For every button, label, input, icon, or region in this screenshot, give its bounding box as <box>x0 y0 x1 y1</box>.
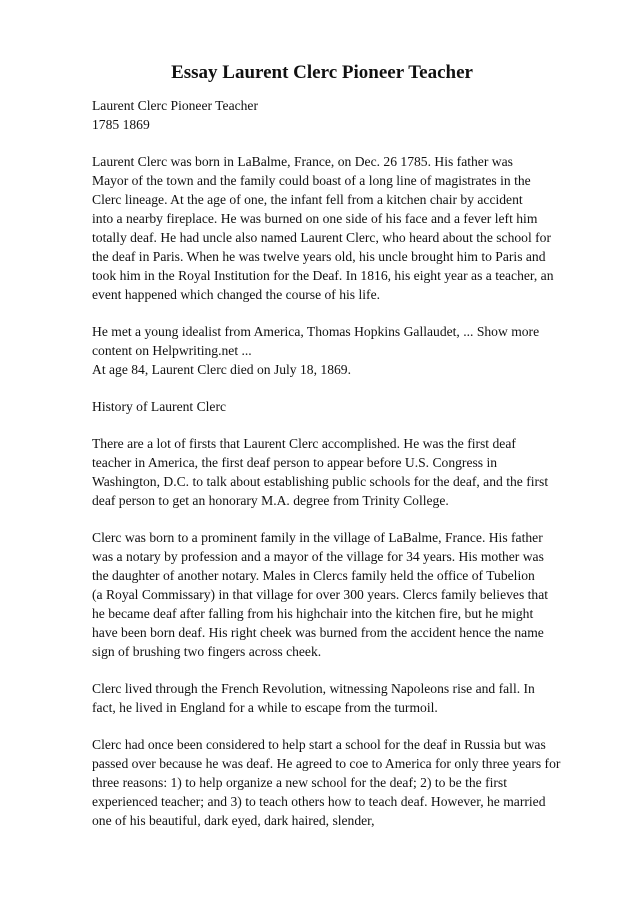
paragraph-death <box>92 360 598 379</box>
text-line: 1785 1869 <box>92 117 150 132</box>
text-line: into a nearby fireplace. He was burned on one side of his face and a fever left him <box>92 211 538 226</box>
text-line: Clerc lineage. At the age of one, the infant fell from a kitchen chair by accident <box>92 192 523 207</box>
text-line: Mayor of the town and the family could boast of a long line of magistrates in the <box>92 173 531 188</box>
text-line: took him in the Royal Institution for the Deaf. In 1816, his eight year as a teacher, an <box>92 268 554 283</box>
text-line: have been born deaf. His right cheek was burned from the accident hence the name <box>92 625 544 640</box>
text-line: deaf person to get an honorary M.A. degree from Trinity College. <box>92 493 449 508</box>
text-line: teacher in America, the first deaf person to appear before U.S. Congress in <box>92 455 498 470</box>
text-line: three reasons: 1) to help organize a new school for the deaf; 2) to be the first <box>92 775 507 790</box>
text-line: was a notary by profession and a mayor of the village for 34 years. His mother was <box>92 549 544 564</box>
text-line: At age 84, Laurent Clerc died on July 18, 1869. <box>92 362 351 377</box>
paragraph-revolution <box>92 679 598 717</box>
paragraph-family <box>92 528 598 661</box>
text-line: There are a lot of firsts that Laurent Clerc accomplished. He was the first deaf <box>92 436 516 451</box>
text-line: fact, he lived in England for a while to escape from the turmoil. <box>92 700 438 715</box>
text-line: experienced teacher; and 3) to teach others how to teach deaf. However, he married <box>92 794 546 809</box>
text-line: Laurent Clerc Pioneer Teacher <box>92 98 258 113</box>
text-line: Clerc lived through the French Revolution, witnessing Napoleons rise and fall. In <box>92 681 535 696</box>
paragraph-show-more <box>92 322 598 360</box>
paragraph-biography <box>92 152 598 304</box>
paragraph-header-info <box>92 96 598 134</box>
paragraph-america <box>92 735 598 830</box>
text-line: History of Laurent Clerc <box>92 399 227 414</box>
text-line: passed over because he was deaf. He agreed to coe to America for only three years for <box>92 756 561 771</box>
text-line: content on Helpwriting.net ... <box>92 343 252 358</box>
text-line: totally deaf. He had uncle also named Laurent Clerc, who heard about the school for <box>92 230 552 245</box>
document-title: Essay Laurent Clerc Pioneer Teacher <box>171 62 473 83</box>
text-line: event happened which changed the course of his life. <box>92 287 381 302</box>
paragraph-firsts <box>92 434 598 510</box>
text-line: the deaf in Paris. When he was twelve years old, his uncle brought him to Paris and <box>92 249 546 264</box>
text-line: one of his beautiful, dark eyed, dark haired, slender, <box>92 813 375 828</box>
text-line: Clerc was born to a prominent family in the village of LaBalme, France. His father <box>92 530 543 545</box>
text-line: (a Royal Commissary) in that village for over 300 years. Clercs family believes that <box>92 587 549 602</box>
text-line: sign of brushing two fingers across cheek. <box>92 644 322 659</box>
text-line: Washington, D.C. to talk about establishing public schools for the deaf, and the first <box>92 474 549 489</box>
text-line: he became deaf after falling from his highchair into the kitchen fire, but he might <box>92 606 534 621</box>
section-heading-history <box>92 397 598 416</box>
text-line: Laurent Clerc was born in LaBalme, France, on Dec. 26 1785. His father was <box>92 154 513 169</box>
text-line: He met a young idealist from America, Thomas Hopkins Gallaudet, ... Show more <box>92 324 540 339</box>
text-line: the daughter of another notary. Males in Clercs family held the office of Tubelion <box>92 568 535 583</box>
text-line: Clerc had once been considered to help start a school for the deaf in Russia but was <box>92 737 546 752</box>
